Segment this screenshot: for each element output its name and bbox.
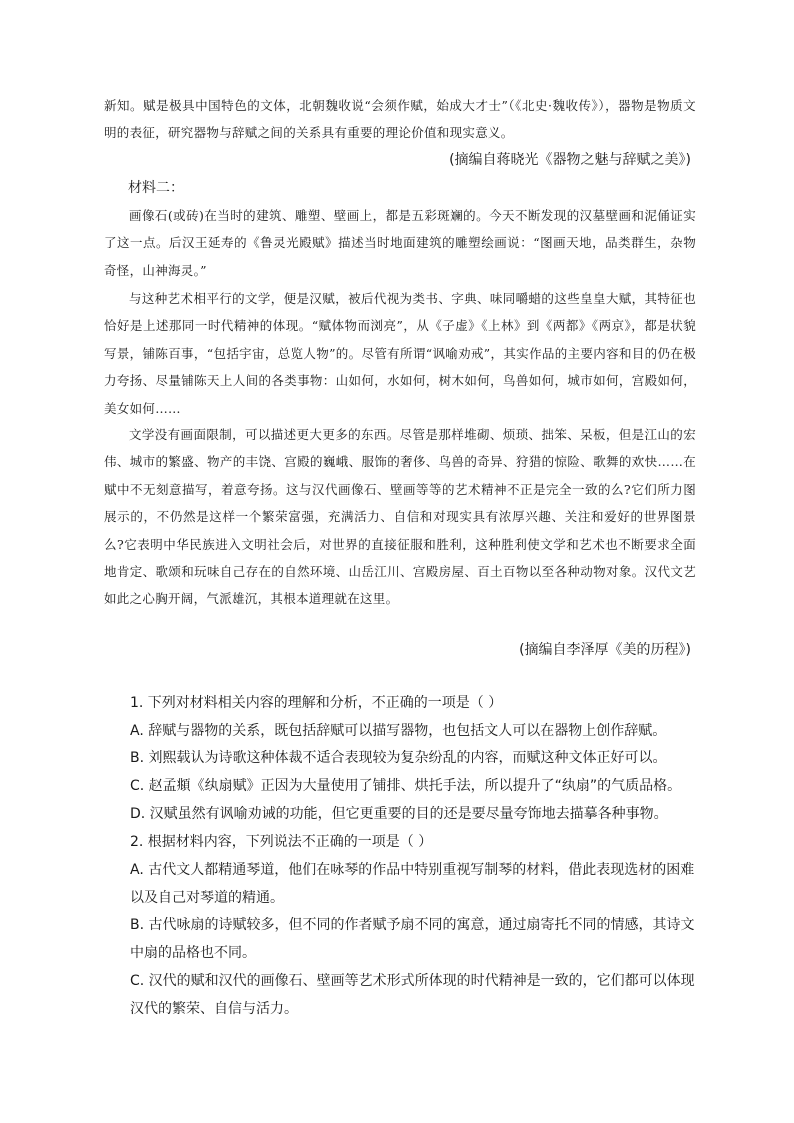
question-1-option-c: C. 赵孟頫《纨扇赋》正因为大量使用了铺排、烘托手法，所以提升了“纨扇”的气质品格。 [130,778,682,794]
question-2-option-c: C. 汉代的赋和汉代的画像石、壁画等艺术形式所体现的时代精神是一致的，它们都可以体现汉代的繁荣、自信与活力。 [130,973,695,1017]
material2-label: 材料二： [128,180,184,196]
material2-paragraph-3: 文学没有画面限制，可以描述更大更多的东西。尽管是那样堆砌、烦琐、拙笨、呆板，但是江山的宏伟、城市的繁盛、物产的丰饶、宫殿的巍峨、服饰的奢侈、鸟兽的奇异、狩猎的惊险、歌舞的欢快……在赋中不无刻意描写，着意夸扬。这与汉代画像石、壁画等等的艺术精神不正是完全一致的么?它们所力图展示的，不仍然是这样一个繁荣富强，充满活力、自信和对现实具有浓厚兴趣、关注和爱好的世界图景么?它表明中华民族进入文明社会后，对世界的直接征服和胜利，这种胜利使文学和艺术也不断要求全面地肯定、歌颂和玩味自己存在的自然环境、山岳江川、宫殿房屋、百土百物以至各种动物对象。汉代文艺如此之心胸开阔，气派雄沉，其根本道理就在这里。 [104,427,696,607]
material1-tail-paragraph: 新知。赋是极具中国特色的文体，北朝魏收说“会须作赋，始成大才士”（《北史·魏收传》），器物是物质文明的表征，研究器物与辞赋之间的关系具有重要的理论价值和现实意义。 [104,98,696,141]
question-1-stem: 1. 下列对材料相关内容的理解和分析，不正确的一项是（ ） [130,695,503,711]
question-2-option-b: B. 古代咏扇的诗赋较多，但不同的作者赋予扇不同的寓意，通过扇寄托不同的情感，其诗文中扇的品格也不同。 [130,917,695,961]
question-2-option-a: A. 古代文人都精通琴道，他们在咏琴的作品中特别重视写制琴的材料，借此表现选材的困难以及自己对琴道的精通。 [130,862,695,906]
question-1-option-a: A. 辞赋与器物的关系，既包括辞赋可以描写器物，也包括文人可以在器物上创作辞赋。 [130,723,667,739]
material2-paragraph-2: 与这种艺术相平行的文学，便是汉赋，被后代视为类书、字典、味同嚼蜡的这些皇皇大赋，其特征也恰好是上述那同一时代精神的体现。“赋体物而浏亮”，从《子虚》《上林》到《两都》《两京》，都是状貌写景，铺陈百事，“包括宇宙，总览人物”的。尽管有所谓“讽喻劝戒”，其实作品的主要内容和目的仍在极力夸扬、尽量铺陈天上人间的各类事物：山如何，水如何，树木如何，鸟兽如何，城市如何，宫殿如何，美女如何…… [104,291,696,416]
material2-source: (摘编自李泽厚《美的历程》) [519,642,691,658]
question-1-option-b: B. 刘熙载认为诗歌这种体裁不适合表现较为复杂纷乱的内容，而赋这种文体正好可以。 [130,750,667,766]
question-1-option-d: D. 汉赋虽然有讽喻劝诫的功能，但它更重要的目的还是要尽量夸饰地去描摹各种事物。 [130,806,668,822]
material2-paragraph-1: 画像石(或砖)在当时的建筑、雕塑、壁画上，都是五彩斑斓的。今天不断发现的汉墓壁画和泥俑证实了这一点。后汉王延寿的《鲁灵光殿赋》描述当时地面建筑的雕塑绘画说：“图画天地，品类群生，杂物奇怪，山神海灵。” [104,208,696,278]
question-2-stem: 2. 根据材料内容，下列说法不正确的一项是（ ） [130,834,433,850]
material1-source: (摘编自蒋晓光《器物之魅与辞赋之美》) [449,152,691,168]
